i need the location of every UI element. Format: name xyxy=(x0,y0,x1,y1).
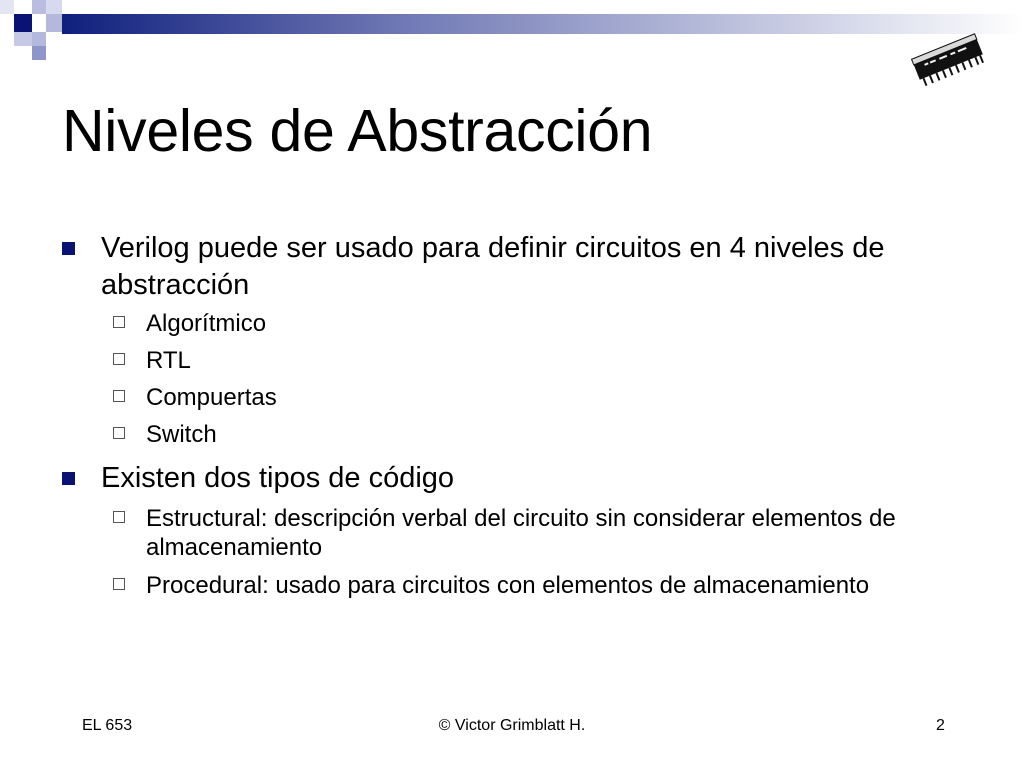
sub-bullet-text: Switch xyxy=(146,421,217,448)
sub-bullet-text: Compuertas xyxy=(146,384,277,411)
sub-bullet-text: Estructural: descripción verbal del circuito sin considerar elementos de almacenamiento xyxy=(146,505,896,561)
hollow-square-bullet-icon xyxy=(113,316,125,328)
footer-course-code: EL 653 xyxy=(82,717,133,734)
sub-bullet-text: Algorítmico xyxy=(146,310,267,337)
footer-slide-number: 2 xyxy=(936,717,945,734)
bullet-text: Verilog puede ser usado para definir circuitos en 4 niveles de abstracción xyxy=(101,232,885,301)
square-bullet-icon xyxy=(62,242,75,255)
slide-title: Niveles de Abstracción xyxy=(62,98,653,164)
hollow-square-bullet-icon xyxy=(113,427,125,439)
footer-author: © Victor Grimblatt H. xyxy=(438,717,586,734)
bullet-text: Existen dos tipos de código xyxy=(101,462,455,494)
hollow-square-bullet-icon xyxy=(113,353,125,365)
hollow-square-bullet-icon xyxy=(113,578,125,590)
sub-bullet-text: RTL xyxy=(146,347,191,374)
square-bullet-icon xyxy=(62,472,75,485)
sub-bullet-text: Procedural: usado para circuitos con elementos de almacenamiento xyxy=(146,572,870,599)
hollow-square-bullet-icon xyxy=(113,390,125,402)
hollow-square-bullet-icon xyxy=(113,511,125,523)
